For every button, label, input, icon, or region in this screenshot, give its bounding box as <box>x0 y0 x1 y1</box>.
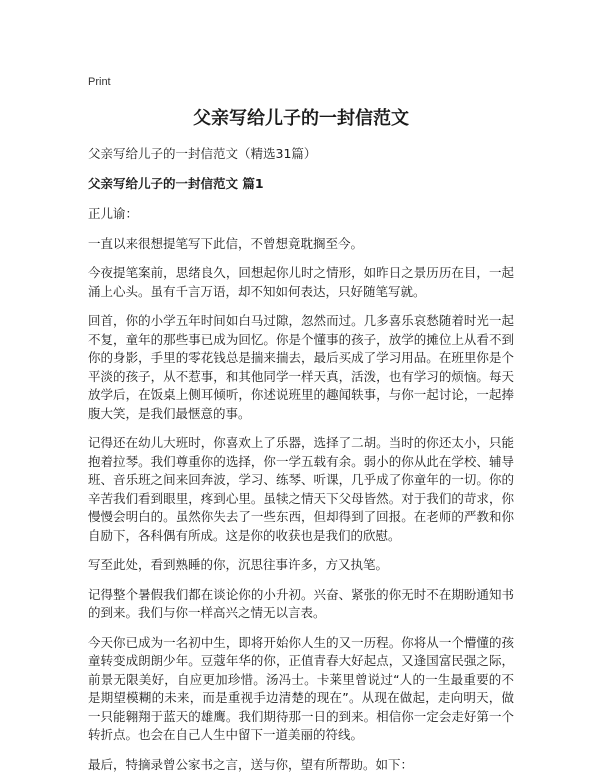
paragraph: 写至此处，看到熟睡的你，沉思往事许多，方又执笔。 <box>88 557 389 572</box>
document-subtitle: 父亲写给儿子的一封信范文（精选31篇） <box>88 146 317 161</box>
paragraph: 今天你已成为一名初中生，即将开始你人生的又一历程。你将从一个懵懂的孩童转变成朗朗少年。豆蔻年华的你，正值青春大好起点，又逢国富民强之际，前景无限美好，自应更加珍惜。汤冯士。卡莱里曾说过“人的一生最重要的不是期望模糊的未来，而是重视手边清楚的现在”。从现在做起，走向明天，做一只能翱翔于蓝天的雄鹰。我们期待那一日的到来。相信你一定会走好第一个转折点。也会在自己人生中留下一道美丽的符线。 <box>88 634 514 742</box>
section-heading: 父亲写给儿子的一封信范文 篇1 <box>88 176 264 191</box>
print-link[interactable]: Print <box>88 76 111 88</box>
paragraph: 记得还在幼儿大班时，你喜欢上了乐器，选择了二胡。当时的你还太小，只能抱着拉琴。我们尊重你的选择，你一学五载有余。弱小的你从此在学校、辅导班、音乐班之间来回奔波，学习、练琴、听课，几乎成了你童年的一切。你的辛苦我们看到眼里，疼到心里。虽犊之情天下父母皆然。对于我们的苛求，你慢慢会明白的。虽然你失去了一些东西，但却得到了回报。在老师的严教和你自励下，各科偶有所成。这是你的收获也是我们的欣慰。 <box>88 435 514 543</box>
paragraph: 回首，你的小学五年时间如白马过隙，忽然而过。几多喜乐哀愁随着时光一起不复，童年的那些事已成为回忆。你是个懂事的孩子，放学的摊位上从看不到你的身影，手里的零花钱总是揣来揣去，最后买成了学习用品。在班里你是个平淡的孩子，从不惹事，和其他同学一样天真，活泼，也有学习的烦恼。每天放学后，在饭桌上侧耳倾听，你述说班里的趣闻轶事，与你一起讨论，一起捧腹大笑，是我们最惬意的事。 <box>88 313 514 421</box>
paragraph: 最后，特摘录曾公家书之言，送与你，望有所帮助。如下： <box>88 756 414 772</box>
document-title: 父亲写给儿子的一封信范文 <box>193 108 409 129</box>
paragraph: 一直以来很想提笔写下此信，不曾想竟耽搁至今。 <box>88 235 364 251</box>
paragraph: 今夜提笔案前，思绪良久，回想起你儿时之情形，如昨日之景历历在目，一起涌上心头。虽有千言万语，却不知如何表达，只好随笔写就。 <box>88 265 514 299</box>
paragraph-salutation: 正儿谕： <box>88 206 139 221</box>
paragraph: 记得整个暑假我们都在谈论你的小升初。兴奋、紧张的你无时不在期盼通知书的到来。我们与你一样高兴之情无以言表。 <box>88 586 514 620</box>
